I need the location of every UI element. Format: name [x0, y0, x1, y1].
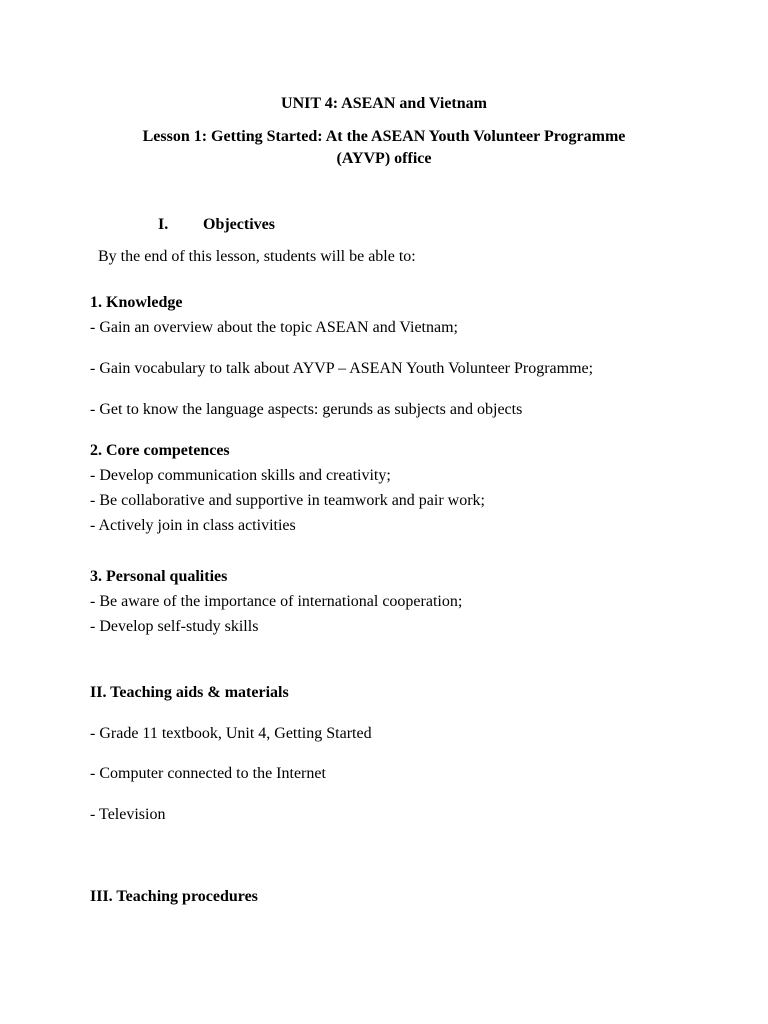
knowledge-heading: 1. Knowledge: [90, 294, 183, 311]
knowledge-item: - Gain an overview about the topic ASEAN and Vietnam;: [90, 319, 458, 336]
teaching-aids-item: - Television: [90, 806, 166, 823]
personal-qualities-heading: 3. Personal qualities: [90, 568, 228, 585]
personal-qualities-item: - Be aware of the importance of international cooperation;: [90, 593, 463, 610]
teaching-aids-heading: II. Teaching aids & materials: [90, 684, 289, 701]
objectives-intro: By the end of this lesson, students will be able to:: [98, 248, 416, 265]
core-competences-item: - Be collaborative and supportive in teamwork and pair work;: [90, 492, 485, 509]
personal-qualities-item: - Develop self-study skills: [90, 618, 259, 635]
teaching-aids-item: - Computer connected to the Internet: [90, 765, 326, 782]
objectives-heading: Objectives: [203, 216, 275, 233]
lesson-title-line-1: Lesson 1: Getting Started: At the ASEAN Youth Volunteer Programme: [142, 128, 626, 145]
teaching-procedures-heading: III. Teaching procedures: [90, 888, 258, 905]
core-competences-item: - Actively join in class activities: [90, 517, 296, 534]
objectives-numeral: I.: [158, 216, 169, 233]
knowledge-item: - Gain vocabulary to talk about AYVP – ASEAN Youth Volunteer Programme;: [90, 360, 594, 377]
core-competences-item: - Develop communication skills and creativity;: [90, 467, 391, 484]
teaching-aids-item: - Grade 11 textbook, Unit 4, Getting Started: [90, 725, 372, 742]
knowledge-item: - Get to know the language aspects: gerunds as subjects and objects: [90, 401, 523, 418]
lesson-title-line-2: (AYVP) office: [336, 150, 432, 167]
core-competences-heading: 2. Core competences: [90, 442, 230, 459]
unit-title: UNIT 4: ASEAN and Vietnam: [281, 95, 487, 112]
